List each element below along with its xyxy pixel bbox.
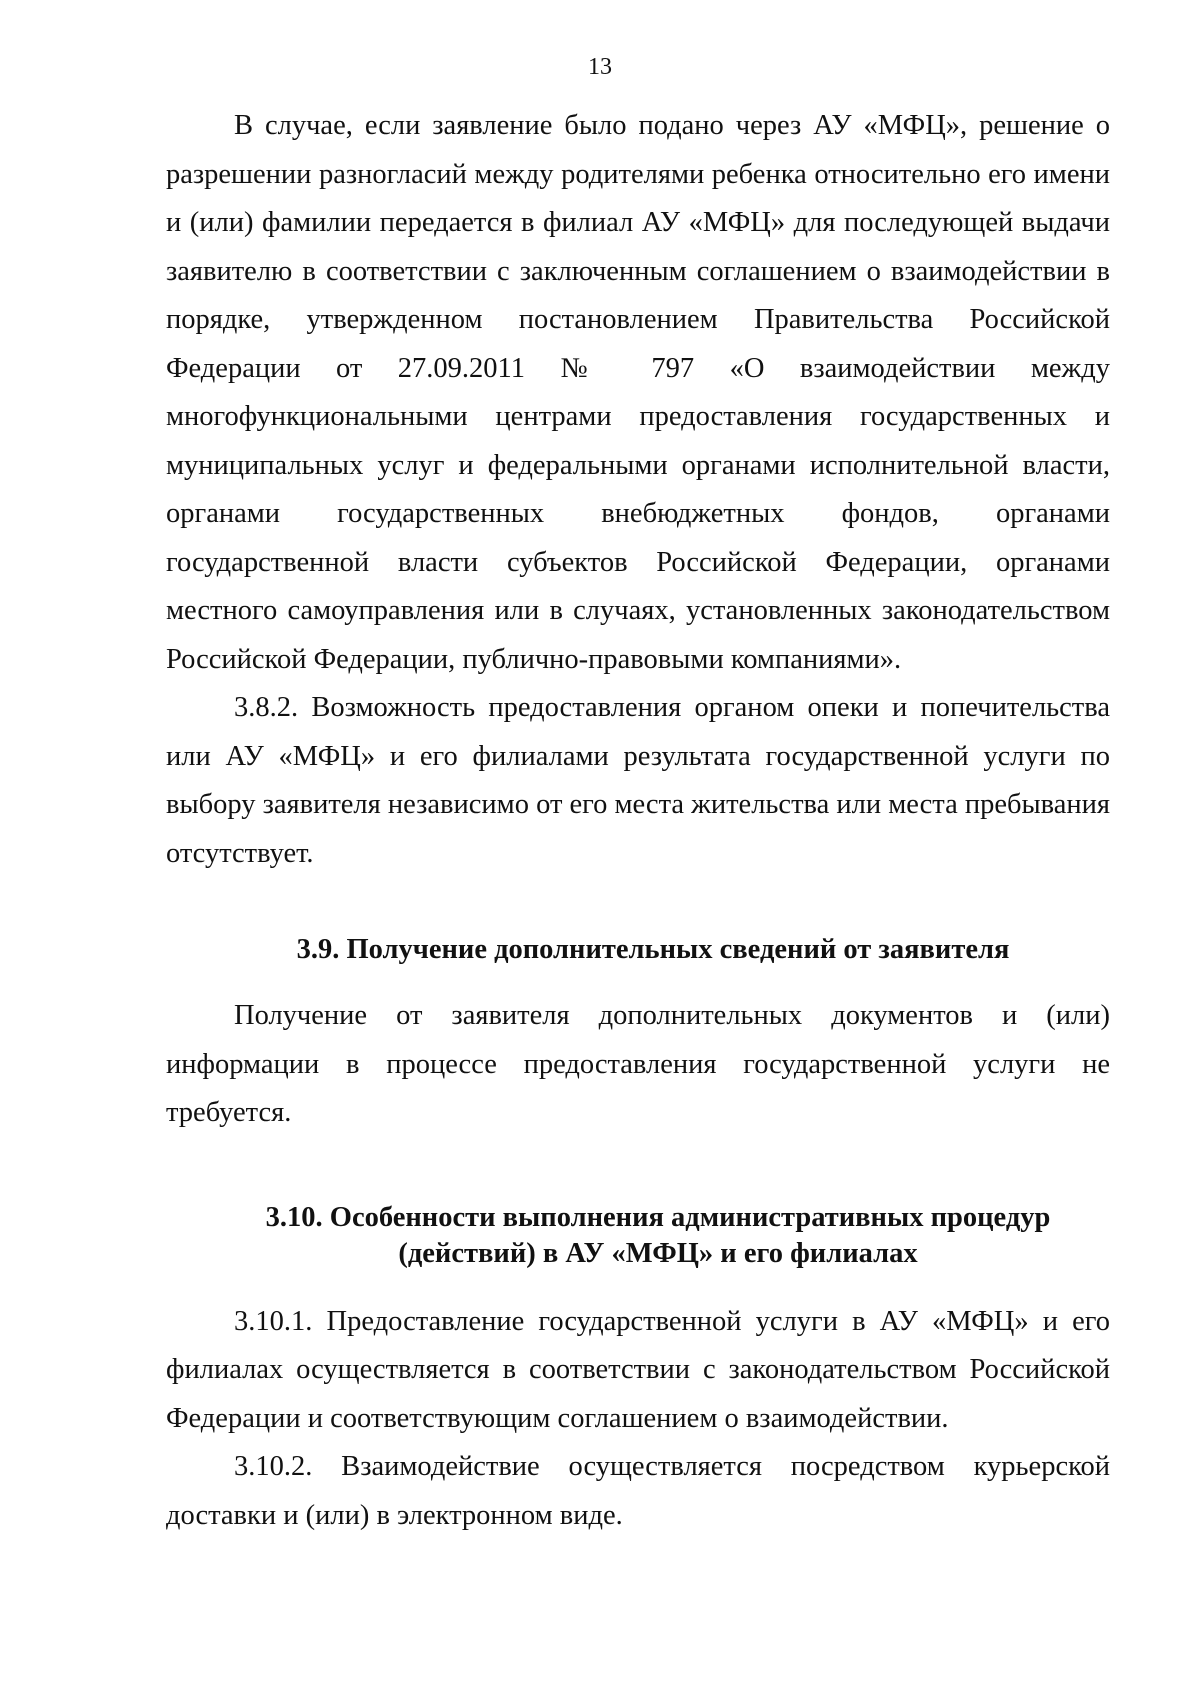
page-number: 13	[588, 54, 612, 80]
section-heading-3-10	[166, 1200, 1110, 1272]
paragraph-3-10-1: 3.10.1. Предоставление государственной услуги в АУ «МФЦ» и его филиалах осуществляется в соответствии с законодательством Российской Федерации и соответствующим соглашением о взаимодействии.	[166, 1305, 1110, 1434]
section-heading-3-9: 3.9. Получение дополнительных сведений от заявителя	[296, 934, 1010, 965]
paragraph-mfc-decision: В случае, если заявление было подано через АУ «МФЦ», решение о разрешении разногласий между родителями ребенка относительно его имени и (или) фамилии передается в филиал АУ «МФЦ» для последующей выдачи заявителю в соответствии с заключенным соглашением о взаимодействии в порядке, утвержденном постановлением Правительства Российской Федерации от 27.09.2011 № 797 «О взаимодействии между многофункциональными центрами предоставления государственных и муниципальных услуг и федеральными органами исполнительной власти, органами государственных внебюджетных фондов, органами государственной власти субъектов Российской Федерации, органами местного самоуправления или в случаях, установленных законодательством Российской Федерации, публично-правовыми компаниями».	[166, 110, 1110, 675]
document-body	[166, 102, 1110, 1540]
section-heading-3-10-line-2: (действий) в АУ «МФЦ» и его филиалах	[398, 1237, 918, 1269]
paragraph-3-9: Получение от заявителя дополнительных документов и (или) информации в процессе предоставления государственной услуги не требуется.	[166, 1000, 1110, 1128]
paragraph-3-8-2: 3.8.2. Возможность предоставления органом опеки и попечительства или АУ «МФЦ» и его филиалами результата государственной услуги по выбору заявителя независимо от его места жительства или места пребывания отсутствует.	[166, 692, 1110, 869]
paragraph-3-10-2: 3.10.2. Взаимодействие осуществляется посредством курьерской доставки и (или) в электронном виде.	[166, 1451, 1110, 1531]
section-heading-3-10-line-1: 3.10. Особенности выполнения административных процедур	[265, 1201, 1051, 1233]
